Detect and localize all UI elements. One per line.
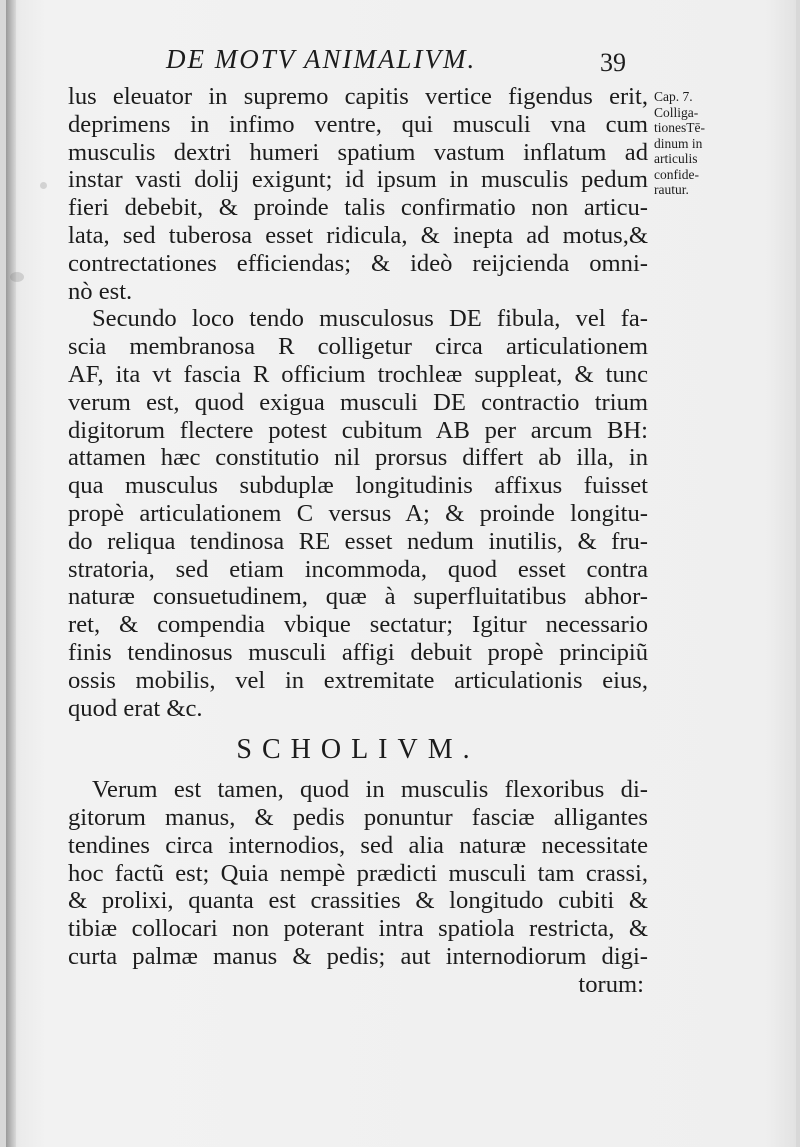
text-line: curta palmæ manus & pedis; aut internodiorum digi- xyxy=(68,942,648,970)
text-line: & prolixi, quanta est crassities & longitudo cubiti & xyxy=(68,887,648,915)
text-line: Verum est tamen, quod in musculis flexoribus di- xyxy=(92,776,648,804)
text-line: verum est, quod exigua musculi DE contractio trium xyxy=(68,388,648,416)
text-line: instar vasti dolij exigunt; id ipsum in musculis pedum xyxy=(68,166,648,194)
marginal-note-line: dinum in xyxy=(654,135,703,151)
book-page xyxy=(6,0,796,1147)
text-line: deprimens in infimo ventre, qui musculi vna cum xyxy=(68,110,648,138)
text-line: nò est. xyxy=(68,277,133,305)
running-head: DE MOTV ANIMALIVM. xyxy=(166,44,477,74)
text-line: finis tendinosus musculi affigi debuit propè principiũ xyxy=(68,638,648,666)
text-line: qua musculus subduplæ longitudinis affixus fuisset xyxy=(68,472,648,500)
page-gutter-shadow xyxy=(6,0,16,1147)
text-line: ret, & compendia vbique sectatur; Igitur necessario xyxy=(68,611,648,639)
marginal-note xyxy=(654,89,734,198)
text-line: scia membranosa R colligetur circa articulationem xyxy=(68,333,648,361)
marginal-note-line: tionesTē- xyxy=(654,120,705,135)
paragraph-3 xyxy=(68,776,648,998)
paragraph-2 xyxy=(68,305,648,722)
marginal-note-line: Colliga- xyxy=(654,104,699,120)
text-line: ossis mobilis, vel in extremitate articulationis eius, xyxy=(68,666,648,694)
text-line: propè articulationem C versus A; & proinde longitu- xyxy=(68,499,648,527)
marginal-note-line: articulis xyxy=(654,151,698,166)
text-line: fieri debebit, & proinde talis confirmatio non articu- xyxy=(68,194,648,222)
page-header xyxy=(166,44,626,84)
ink-blot xyxy=(10,272,24,282)
ink-blot xyxy=(40,182,47,189)
text-line: contrectationes efficiendas; & ideò reijcienda omni- xyxy=(68,249,648,277)
marginal-note-line: rautur. xyxy=(654,182,689,197)
text-line: quod erat &c. xyxy=(68,694,203,722)
text-line: musculis dextri humeri spatium vastum inflatum ad xyxy=(68,138,648,166)
text-line: AF, ita vt fascia R officium trochleæ suppleat, & tunc xyxy=(68,360,648,388)
paragraph-1 xyxy=(68,83,648,305)
text-line: attamen hæc constitutio nil prorsus differt ab illa, in xyxy=(68,444,648,472)
text-line: lata, sed tuberosa esset ridicula, & inepta ad motus,& xyxy=(68,221,648,249)
page-number: 39 xyxy=(600,48,626,77)
text-line: lus eleuator in supremo capitis vertice figendus erit, xyxy=(68,83,648,110)
main-text xyxy=(68,83,648,999)
text-line: do reliqua tendinosa RE esset nedum inutilis, & fru- xyxy=(68,527,648,555)
marginal-note-line: confide- xyxy=(654,166,699,182)
text-line: Secundo loco tendo musculosus DE fibula, vel fa- xyxy=(92,305,648,333)
text-line: digitorum flectere potest cubitum AB per arcum BH: xyxy=(68,416,648,444)
marginal-note-line: Cap. 7. xyxy=(654,89,693,104)
text-line: tibiæ collocari non poterant intra spatiola restricta, & xyxy=(68,915,648,943)
text-line: gitorum manus, & pedis ponuntur fasciæ alligantes xyxy=(68,803,648,831)
text-line: stratoria, sed etiam incommoda, quod esset contra xyxy=(68,555,648,583)
text-line: hoc factũ est; Quia nempè prædicti musculi tam crassi, xyxy=(68,859,648,887)
text-line: tendines circa internodios, sed alia naturæ necessitate xyxy=(68,831,648,859)
text-line: naturæ consuetudinem, quæ à superfluitatibus abhor- xyxy=(68,583,648,611)
catchword: torum: xyxy=(578,970,644,998)
section-heading: SCHOLIVM. xyxy=(236,734,480,766)
